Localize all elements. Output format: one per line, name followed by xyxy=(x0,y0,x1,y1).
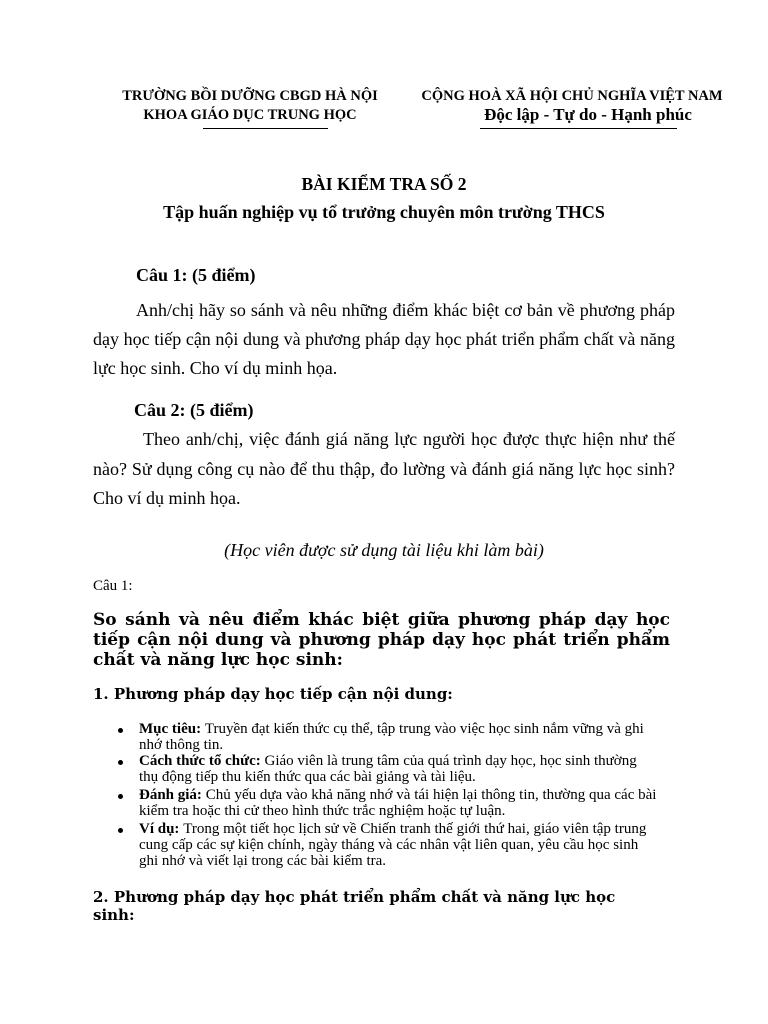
answer-label: Câu 1: xyxy=(93,578,133,594)
bullet-term: Ví dụ: xyxy=(139,821,180,837)
bullet-text: Trong một tiết học lịch sử về Chiến tranh thế giới thứ hai, giáo viên tập trung xyxy=(183,821,647,837)
bullet-text-line: thụ động tiếp thu kiến thức qua các bài giảng và tài liệu. xyxy=(139,769,476,785)
question-2-line: Theo anh/chị, việc đánh giá năng lực người học được thực hiện như thế xyxy=(143,429,675,449)
nation-name: CỘNG HOÀ XÃ HỘI CHỦ NGHĨA VIỆT NAM xyxy=(421,88,723,104)
header-right-underline xyxy=(480,128,677,129)
exam-note: (Học viên được sử dụng tài liệu khi làm bài) xyxy=(224,540,544,560)
question-1-line: Anh/chị hãy so sánh và nêu những điểm khác biệt cơ bản về phương pháp xyxy=(136,300,675,320)
department-name: KHOA GIÁO DỤC TRUNG HỌC xyxy=(143,107,357,123)
answer-heading-line: tiếp cận nội dung và phương pháp dạy học phát triển phẩm xyxy=(93,630,670,650)
question-1-line: dạy học tiếp cận nội dung và phương pháp dạy học phát triển phẩm chất và năng xyxy=(93,329,675,349)
exam-title: BÀI KIỂM TRA SỐ 2 xyxy=(301,174,467,194)
bullet-text-line: nhớ thông tin. xyxy=(139,737,224,753)
question-2-line: Cho ví dụ minh họa. xyxy=(93,488,241,508)
bullet-text-line: ghi nhớ và viết lại trong các bài kiểm tra. xyxy=(139,853,387,869)
answer-heading-line: So sánh và nêu điểm khác biệt giữa phương pháp dạy học xyxy=(93,610,670,630)
bullet-marker xyxy=(118,728,123,733)
bullet-text: Chủ yếu dựa vào khả năng nhớ và tái hiện lại thông tin, thường qua các bài xyxy=(205,787,657,803)
bullet-marker xyxy=(118,794,123,799)
answer-heading-line: chất và năng lực học sinh: xyxy=(93,650,343,670)
section-2-heading-line: 2. Phương pháp dạy học phát triển phẩm chất và năng lực học xyxy=(93,888,616,906)
question-2-label: Câu 2: (5 điểm) xyxy=(134,400,254,420)
bullet-term: Cách thức tổ chức: xyxy=(139,753,261,769)
section-1-heading: 1. Phương pháp dạy học tiếp cận nội dung: xyxy=(93,685,453,703)
bullet-term: Đánh giá: xyxy=(139,787,202,803)
header-left-underline xyxy=(203,128,328,129)
question-1-line: lực học sinh. Cho ví dụ minh họa. xyxy=(93,358,338,378)
question-2-line: nào? Sử dụng công cụ nào để thu thập, đo lường và đánh giá năng lực học sinh? xyxy=(93,459,675,479)
bullet-text: Giáo viên là trung tâm của quá trình dạy học, học sinh thường xyxy=(264,753,637,769)
national-motto: Độc lập - Tự do - Hạnh phúc xyxy=(484,105,692,124)
bullet-marker xyxy=(118,760,123,765)
question-1-label: Câu 1: (5 điểm) xyxy=(136,265,256,285)
school-name: TRƯỜNG BỒI DƯỠNG CBGD HÀ NỘI xyxy=(122,88,378,104)
bullet-marker xyxy=(118,828,123,833)
bullet-text-line: kiểm tra hoặc thi cử theo hình thức trắc nghiệm hoặc tự luận. xyxy=(139,803,506,819)
bullet-text-line: cung cấp các sự kiện chính, ngày tháng và các nhân vật liên quan, yêu cầu học sinh xyxy=(139,837,639,853)
bullet-text: Truyền đạt kiến thức cụ thể, tập trung vào việc học sinh nắm vững và ghi xyxy=(204,721,644,737)
bullet-term: Mục tiêu: xyxy=(139,721,202,737)
section-2-heading-line: sinh: xyxy=(93,906,135,924)
exam-subtitle: Tập huấn nghiệp vụ tổ trưởng chuyên môn trường THCS xyxy=(163,202,605,222)
